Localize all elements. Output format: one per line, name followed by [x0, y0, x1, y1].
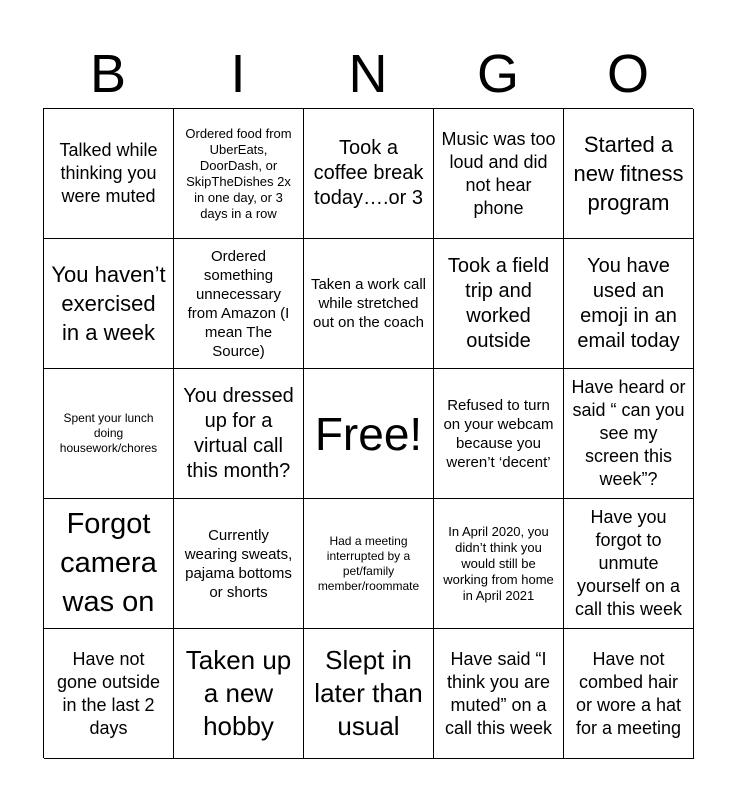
cell-text: Have heard or said “ can you see my screen this week”?: [571, 377, 686, 489]
cell-text: Have said “I think you are muted” on a call this week: [444, 648, 553, 738]
bingo-cell[interactable]: [304, 499, 434, 629]
bingo-cell[interactable]: [564, 369, 694, 499]
bingo-cell[interactable]: [434, 109, 564, 239]
bingo-cell[interactable]: [174, 239, 304, 369]
cell-text: Started a new fitness program: [573, 132, 684, 215]
bingo-cell[interactable]: [44, 239, 174, 369]
cell-text: Taken up a new hobby: [185, 645, 292, 741]
bingo-board: [43, 108, 693, 758]
free-space-cell[interactable]: [304, 369, 434, 499]
header-letter-n: N: [348, 44, 388, 104]
bingo-cell[interactable]: [44, 629, 174, 759]
header-letter-g: G: [476, 44, 519, 104]
header-letter-b: B: [89, 44, 127, 104]
bingo-cell[interactable]: [304, 629, 434, 759]
cell-text: Talked while thinking you were muted: [59, 140, 158, 206]
bingo-cell[interactable]: [174, 369, 304, 499]
bingo-cell[interactable]: [44, 369, 174, 499]
bingo-cell[interactable]: [44, 499, 174, 629]
header-letter-i: I: [230, 44, 246, 104]
cell-text: Ordered food from UberEats, DoorDash, or SkipTheDishes 2x in one day, or 3 days in a row: [185, 125, 292, 221]
cell-text: Taken a work call while stretched out on the coach: [310, 276, 427, 331]
bingo-cell[interactable]: [304, 239, 434, 369]
bingo-cell[interactable]: [434, 369, 564, 499]
bingo-cell[interactable]: [564, 629, 694, 759]
bingo-header: [43, 40, 693, 108]
bingo-cell[interactable]: [434, 499, 564, 629]
cell-text: Have not gone outside in the last 2 days: [56, 648, 161, 738]
bingo-cell[interactable]: [434, 239, 564, 369]
bingo-cell[interactable]: [44, 109, 174, 239]
bingo-cell[interactable]: [174, 499, 304, 629]
cell-text: Ordered something unnecessary from Amazon (I mean The Source): [187, 247, 290, 360]
cell-text: Refused to turn on your webcam because you weren’t ‘decent’: [443, 396, 554, 471]
cell-text: Music was too loud and did not hear phone: [441, 128, 556, 218]
cell-text: You dressed up for a virtual call this month?: [183, 384, 294, 482]
cell-text: Currently wearing sweats, pajama bottoms or shorts: [184, 526, 293, 601]
bingo-cell[interactable]: [304, 109, 434, 239]
cell-text: Have not combed hair or wore a hat for a meeting: [575, 648, 682, 738]
cell-text: Took a field trip and worked outside: [447, 254, 550, 352]
bingo-cell[interactable]: [564, 239, 694, 369]
bingo-cell[interactable]: [174, 109, 304, 239]
cell-text: You have used an emoji in an email today: [577, 254, 680, 352]
cell-text: Had a meeting interrupted by a pet/family member/roommate: [317, 533, 420, 593]
cell-text: Slept in later than usual: [314, 645, 423, 741]
cell-text: Took a coffee break today….or 3: [313, 137, 424, 209]
cell-text: In April 2020, you didn’t think you would still be working from home in April 2021: [443, 523, 554, 603]
free-space-text: Free!: [314, 407, 423, 460]
cell-text: You haven’t exercised in a week: [51, 262, 166, 345]
cell-text: Spent your lunch doing housework/chores: [59, 411, 158, 455]
bingo-cell[interactable]: [434, 629, 564, 759]
bingo-cell[interactable]: [564, 109, 694, 239]
cell-text: Have you forgot to unmute yourself on a call this week: [574, 507, 683, 619]
bingo-cell[interactable]: [564, 499, 694, 629]
header-letter-o: O: [606, 44, 649, 104]
bingo-cell[interactable]: [174, 629, 304, 759]
cell-text: Forgot camera was on: [60, 508, 157, 618]
